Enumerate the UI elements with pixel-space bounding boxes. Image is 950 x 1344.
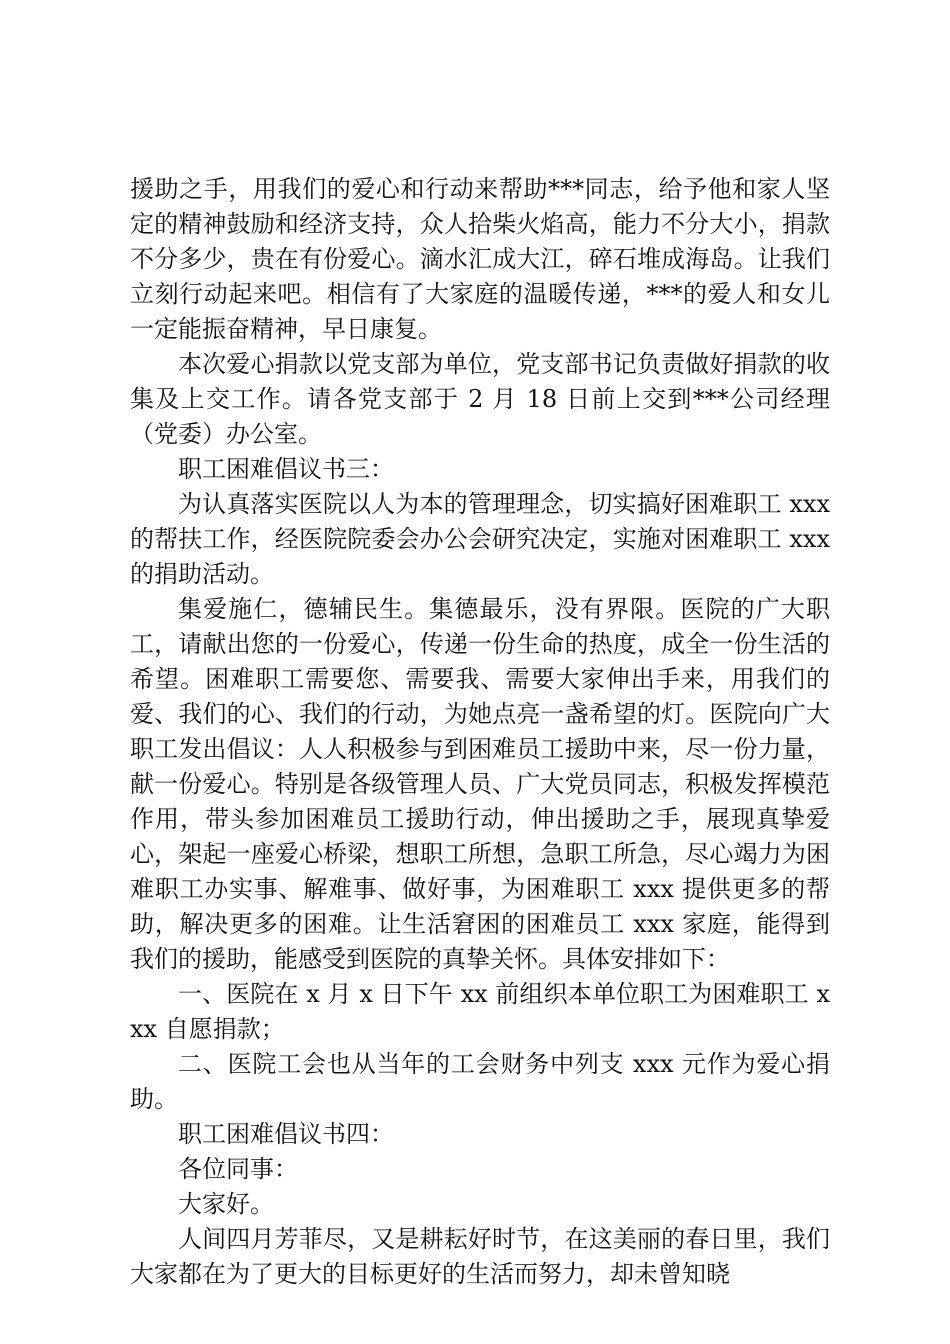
salutation: 各位同事： <box>178 1155 298 1183</box>
section-heading-4: 职工困难倡议书四： <box>178 1120 394 1148</box>
list-item-1: 一、医院在 x 月 x 日下午 xx 前组织本单位职工为困难职工 xxx 自愿捐款； <box>130 980 830 1043</box>
paragraph-2: 本次爱心捐款以党支部为单位，党支部书记负责做好捐款的收集及上交工作。请各党支部于 2 月 18 日前上交到***公司经理（党委）办公室。 <box>130 350 830 448</box>
section-heading-3: 职工困难倡议书三： <box>178 455 394 483</box>
paragraph-5: 集爱施仁，德辅民生。集德最乐，没有界限。医院的广大职工，请献出您的一份爱心，传递一份生命的热度，成全一份生活的希望。困难职工需要您、需要我、需要大家伸出手来，用我们的爱、我们的心、我们的行动，为她点亮一盏希望的灯。医院向广大职工发出倡议：人人积极参与到困难员工援助中来，尽一份力量，献一份爱心。特别是各级管理人员、广大党员同志，积极发挥模范作用，带头参加困难员工援助行动，伸出援助之手，展现真挚爱心，架起一座爱心桥梁，想职工所想，急职工所急，尽心竭力为困难职工办实事、解难事、做好事，为困难职工 xxx 提供更多的帮助，解决更多的困难。让生活窘困的困难员工 xxx 家庭，能得到我们的援助，能感受到医院的真挚关怀。具体安排如下： <box>130 595 830 973</box>
paragraph-4: 为认真落实医院以人为本的管理理念，切实搞好困难职工 xxx 的帮扶工作，经医院院委会办公会研究决定，实施对困难职工 xxx 的捐助活动。 <box>130 490 830 588</box>
greeting: 大家好。 <box>178 1190 274 1218</box>
document-body <box>130 172 830 1292</box>
paragraph-1: 援助之手，用我们的爱心和行动来帮助***同志，给予他和家人坚定的精神鼓励和经济支持，众人拾柴火焰高，能力不分大小，捐款不分多少，贵在有份爱心。滴水汇成大江，碎石堆成海岛。让我们立刻行动起来吧。相信有了大家庭的温暖传递，***的爱人和女儿一定能振奋精神，早日康复。 <box>130 175 830 343</box>
list-item-2: 二、医院工会也从当年的工会财务中列支 xxx 元作为爱心捐助。 <box>130 1050 830 1113</box>
paragraph-11: 人间四月芳菲尽，又是耕耘好时节，在这美丽的春日里，我们大家都在为了更大的目标更好的生活而努力，却未曾知晓 <box>130 1225 830 1288</box>
